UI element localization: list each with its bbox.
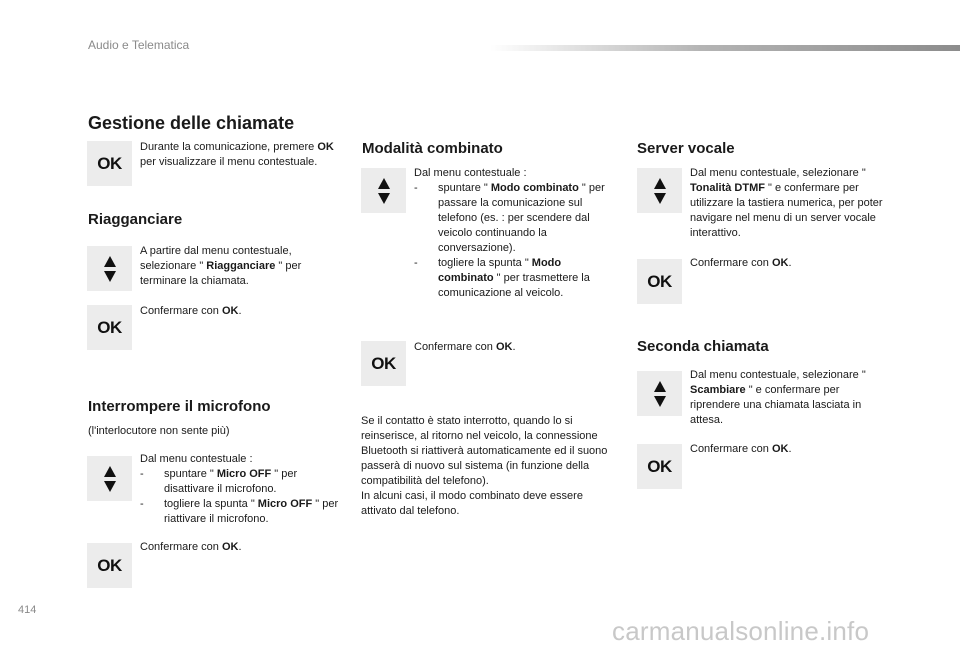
note-interrompere: (l'interlocutore non sente più) [88, 425, 230, 437]
up-down-arrows-icon [87, 246, 132, 291]
ok-label: OK [97, 153, 122, 173]
text-combinato: Dal menu contestuale : - spuntare " Modo combinato " per passare la comunicazione sul telefono (es. : per scendere dal veicolo continuando la conversazione). - togliere la spunta " Modo combinato " per trasmettere la comunicazione al veicolo. [414, 167, 605, 299]
title-combinato: Modalità combinato [362, 140, 503, 157]
up-down-arrows-icon [637, 168, 682, 213]
ok-label: OK [647, 271, 672, 291]
ok-label: OK [371, 353, 396, 373]
up-down-arrows-icon [87, 456, 132, 501]
confirm-server: Confermare con OK. [690, 257, 792, 269]
title-gestione: Gestione delle chiamate [88, 113, 295, 133]
confirm-seconda: Confermare con OK. [690, 443, 792, 455]
up-down-arrows-icon [361, 168, 406, 213]
note-combinato: Se il contatto è stato interrotto, quando lo si reinserisce, al ritorno nel veicolo, la connessione Bluetooth si riattiverà automaticamente ed il suono passerà di nuovo sul sistema (in funzione della compatibilità del telefono). In alcuni casi, il modo combinato deve essere attivato dal telefono. [361, 415, 608, 517]
text-interrompere: Dal menu contestuale : - spuntare " Micro OFF " per disattivare il microfono. - togliere la spunta " Micro OFF " per riattivare il microfono. [140, 453, 339, 525]
page-number: 414 [18, 604, 37, 616]
confirm-combinato: Confermare con OK. [414, 341, 516, 353]
ok-button-icon [87, 141, 132, 186]
ok-button-icon [361, 341, 406, 386]
title-server: Server vocale [637, 140, 735, 157]
ok-button-icon [637, 259, 682, 304]
up-down-arrows-icon [637, 371, 682, 416]
title-seconda: Seconda chiamata [637, 338, 769, 355]
text-server: Dal menu contestuale, selezionare " Tonalità DTMF " e confermare per utilizzare la tastiera numerica, per poter navigare nel menu di un server vocale interattivo. [690, 167, 883, 239]
confirm-riagganciare: Confermare con OK. [140, 305, 242, 317]
text-gestione: Durante la comunicazione, premere OK per visualizzare il menu contestuale. [140, 141, 334, 168]
ok-button-icon [87, 305, 132, 350]
text-seconda: Dal menu contestuale, selezionare " Scambiare " e confermare per riprendere una chiamata lasciata in attesa. [690, 369, 866, 426]
header-title: Audio e Telematica [88, 38, 190, 52]
ok-label: OK [647, 456, 672, 476]
confirm-interrompere: Confermare con OK. [140, 541, 242, 553]
ok-button-icon [637, 444, 682, 489]
ok-label: OK [97, 555, 122, 575]
title-interrompere: Interrompere il microfono [88, 398, 271, 415]
text-riagganciare: A partire dal menu contestuale, selezionare " Riagganciare " per terminare la chiamata. [140, 245, 302, 287]
title-riagganciare: Riagganciare [88, 211, 183, 228]
ok-button-icon [87, 543, 132, 588]
ok-label: OK [97, 317, 122, 337]
watermark: carmanualsonline.info [612, 616, 870, 646]
header-bar [490, 45, 960, 51]
